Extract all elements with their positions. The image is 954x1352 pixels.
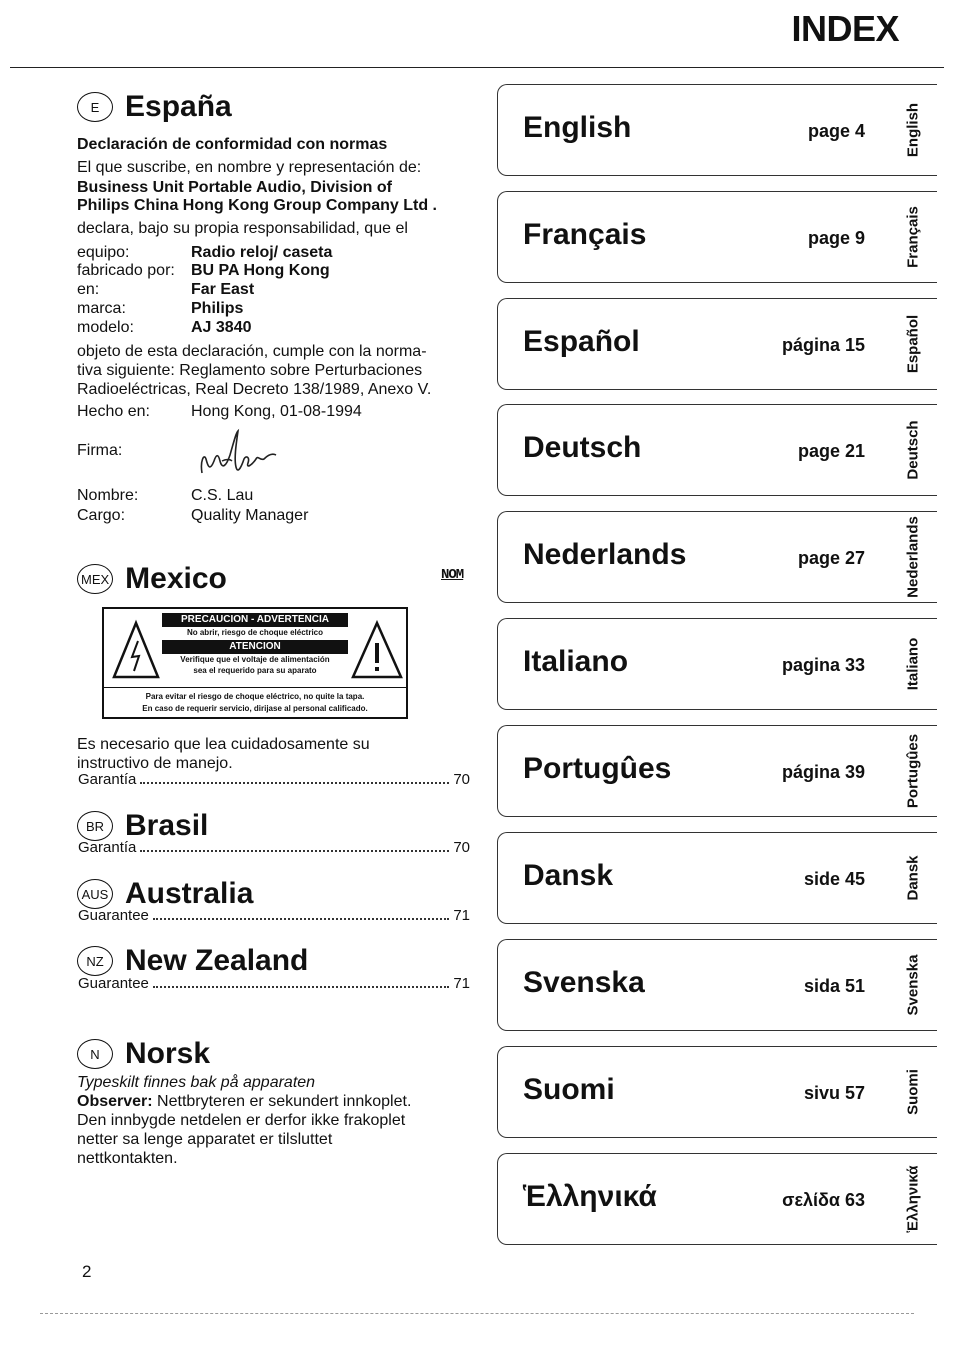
tab-edge-label: Dansk [904,855,922,901]
tab-top-line [507,725,937,726]
tab-edge-label: Ἑλληνικά [904,1165,922,1233]
warning-line1: No abrir, riesgo de choque eléctrico [186,628,324,637]
language-tab[interactable] [497,191,937,283]
nom-mark: NOM [441,567,464,583]
norsk-title: Norsk [125,1037,211,1070]
mexico-note-line1: Es necesario que lea cuidadosamente su [77,736,370,753]
field-label: en: [77,281,100,298]
language-tab[interactable] [497,511,937,603]
language-tab[interactable] [497,725,937,817]
tab-bottom-line [507,175,937,176]
tab-top-line [507,511,937,512]
tab-page: sivu 57 [803,1083,865,1103]
tab-bottom-line [507,923,937,924]
tab-bottom-line [507,389,937,390]
entry-label: Guarantee [78,907,149,924]
espana-declares: declara, bajo su propia responsabilidad, que el [77,220,408,237]
name-label: Nombre: [77,487,139,504]
tab-language: Portugûes [523,752,672,785]
country-badge-nz: NZ [77,946,113,976]
mexico-note-line2: instructivo de manejo. [77,755,233,772]
tab-edge-label: Deutsch [904,420,922,480]
tab-top-line [507,191,937,192]
field-label: equipo: [77,244,130,261]
observer-text: Nettbryteren er sekundert innkoplet. [152,1093,412,1110]
tab-top-line [507,832,937,833]
tab-page: page 21 [797,441,865,461]
tab-language: Français [523,218,647,251]
entry-label: Guarantee [78,975,149,992]
tab-language: Deutsch [523,431,642,464]
field-value: AJ 3840 [191,319,252,336]
tab-language: Svenska [523,966,645,999]
name-value: C.S. Lau [191,487,254,504]
tab-page: page 9 [807,228,865,248]
norsk-line3: netter sa lenge apparatet er tilsluttet [77,1131,333,1148]
warning-label [102,607,408,719]
tab-edge-label: Italiano [904,637,922,691]
tab-edge-label: Svenska [904,954,922,1016]
espana-object-line2: tiva siguiente: Reglamento sobre Perturbaciones [77,362,423,379]
australia-heading [77,877,253,911]
brasil-title: Brasil [125,809,209,842]
tab-edge-label: Français [904,206,922,268]
position-value: Quality Manager [191,507,309,524]
espana-title: España [125,90,232,123]
tab-edge-label: English [904,102,922,158]
new-zealand-guarantee-entry [78,975,470,992]
made-in-value: Hong Kong, 01-08-1994 [191,403,362,420]
language-tab[interactable] [497,832,937,924]
made-in-label: Hecho en: [77,403,150,420]
tab-bottom-line [507,1030,937,1031]
entry-page: 71 [453,907,470,924]
country-badge-br: BR [77,811,113,841]
top-rule [10,67,944,68]
tab-page: page 4 [807,121,865,141]
country-badge-n: N [77,1039,113,1069]
tab-language: Nederlands [523,538,687,571]
tab-page: página 15 [781,335,865,355]
page-title: INDEX [791,8,899,49]
tab-page: sida 51 [803,976,865,996]
exclamation-warning-icon [350,619,404,681]
espana-object-line3: Radioeléctricas, Real Decreto 138/1989, Anexo V. [77,381,432,398]
warning-line2: Verifique que el voltaje de alimentación [180,655,330,664]
new-zealand-title: New Zealand [125,944,309,977]
tab-bottom-line [507,1244,937,1245]
warning-line3: sea el requerido para su aparato [193,666,317,675]
brasil-guarantee-entry [78,839,470,856]
field-label: marca: [77,300,126,317]
country-badge-mex: MEX [77,564,113,594]
entry-page: 70 [453,839,470,856]
language-tab[interactable] [497,618,937,710]
tab-top-line [507,618,937,619]
entry-page: 70 [453,771,470,788]
tab-bottom-line [507,282,937,283]
tab-page: σελίδα 63 [782,1190,865,1210]
language-tab[interactable] [497,1153,937,1245]
field-value: Far East [191,281,255,298]
tab-top-line [507,939,937,940]
espana-company-line2: Philips China Hong Kong Group Company Ltd . [77,197,437,214]
language-tab[interactable] [497,298,937,390]
mexico-heading [77,562,227,596]
bottom-rule [40,1313,914,1314]
tab-edge-label: Portugûes [904,733,922,809]
page-number: 2 [82,1262,92,1281]
tab-edge-label: Suomi [904,1069,922,1115]
country-badge-e: E [77,92,113,122]
tab-top-line [507,298,937,299]
tab-page: página 39 [781,762,865,782]
language-tab[interactable] [497,939,937,1031]
tab-page: pagina 33 [781,655,865,675]
tab-language: Suomi [523,1073,615,1106]
tab-page: side 45 [803,869,865,889]
norsk-line2: Den innbygde netdelen er derfor ikke frakoplet [77,1112,406,1129]
field-label: modelo: [77,319,134,336]
tab-language: Italiano [523,645,629,678]
tab-top-line [507,1046,937,1047]
brasil-heading [77,809,208,843]
observer-label: Observer: [77,1093,153,1110]
warning-subtitle: ATENCION [162,640,348,654]
country-badge-aus: AUS [77,879,113,909]
entry-label: Garantía [78,839,137,856]
tab-page: page 27 [797,548,865,568]
espana-intro: El que suscribe, en nombre y representación de: [77,159,422,176]
entry-label: Garantía [78,771,137,788]
espana-object-line1: objeto de esta declaración, cumple con la norma- [77,343,427,360]
norsk-italic-line: Typeskilt finnes bak på apparaten [77,1074,316,1091]
tab-top-line [507,1153,937,1154]
warning-bottom [104,687,406,715]
espana-company-line1: Business Unit Portable Audio, Division of [77,179,392,196]
tab-edge-label: Nederlands [904,516,922,598]
language-tab[interactable] [497,404,937,496]
signature-label: Firma: [77,442,123,459]
espana-subheading: Declaración de conformidad con normas [77,136,388,153]
warning-text-block [162,613,348,676]
tab-top-line [507,84,937,85]
tab-language: Español [523,325,640,358]
mexico-guarantee-entry [78,771,470,788]
tab-bottom-line [507,816,937,817]
tab-bottom-line [507,602,937,603]
espana-heading [77,90,232,124]
field-value: BU PA Hong Kong [191,262,330,279]
position-label: Cargo: [77,507,126,524]
australia-guarantee-entry [78,907,470,924]
australia-title: Australia [125,877,254,910]
norsk-heading [77,1037,210,1071]
signature-image [196,425,286,480]
tab-edge-label: Español [904,314,922,374]
entry-page: 71 [453,975,470,992]
warning-bottom-line1: Para evitar el riesgo de choque eléctrico, no quite la tapa. [145,692,365,701]
field-value: Philips [191,300,244,317]
mexico-title: Mexico [125,562,227,595]
tab-top-line [507,404,937,405]
warning-title: PRECAUCION - ADVERTENCIA [162,613,348,627]
tab-language: English [523,111,632,144]
tab-language: Ἑλληνικά [523,1180,657,1213]
new-zealand-heading [77,944,308,978]
norsk-line4: nettkontakten. [77,1150,178,1167]
field-label: fabricado por: [77,262,175,279]
field-value: Radio reloj/ caseta [191,244,333,261]
lightning-warning-icon [112,619,160,681]
warning-bottom-line2: En caso de requerir servicio, dirijase al personal calificado. [142,704,368,713]
tab-language: Dansk [523,859,614,892]
language-tab[interactable] [497,1046,937,1138]
tab-bottom-line [507,1137,937,1138]
language-tab[interactable] [497,84,937,176]
tab-bottom-line [507,709,937,710]
tab-bottom-line [507,495,937,496]
norsk-observer-line [77,1092,411,1111]
